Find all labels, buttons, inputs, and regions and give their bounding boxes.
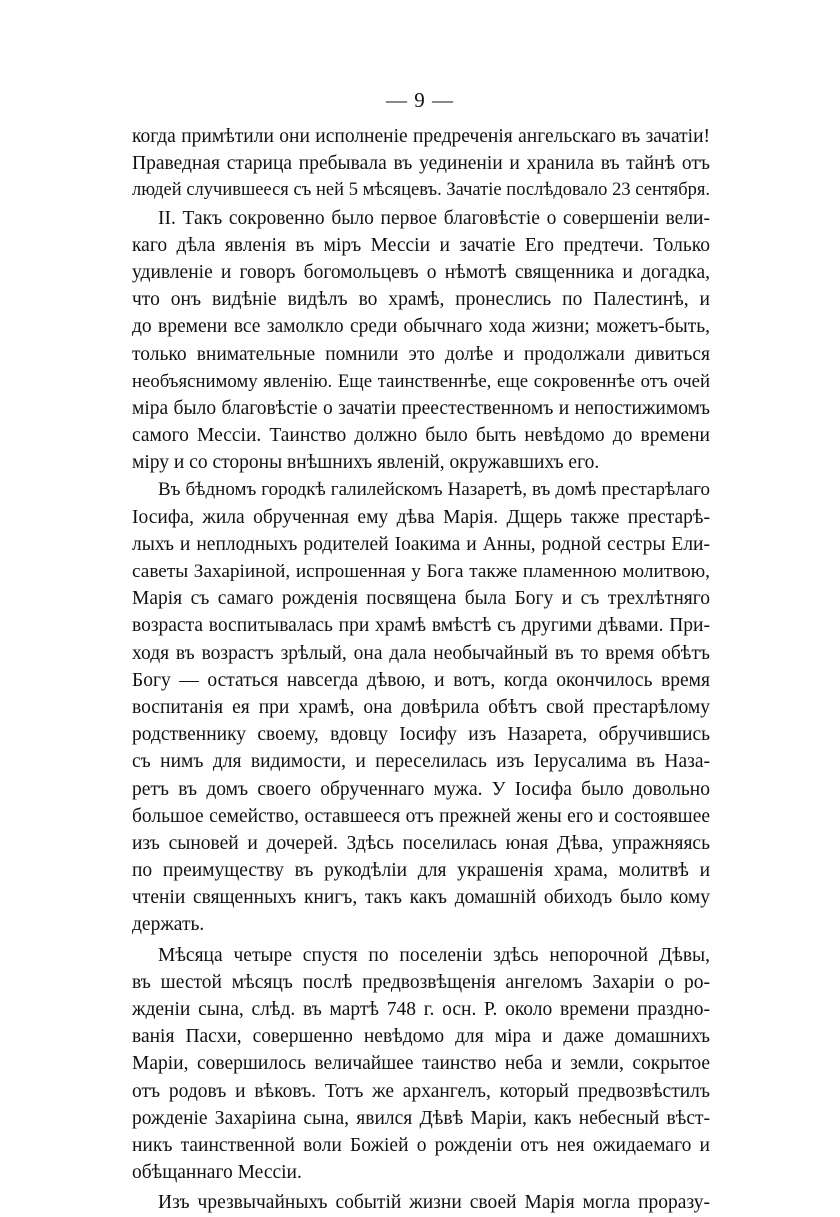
- text-line: саветы Захаріиной, испрошенная у Бога также пламенною молитвою,: [132, 561, 710, 582]
- body-text: [132, 123, 710, 1217]
- paragraph: [132, 942, 710, 1187]
- text-line: лыхъ и неплодныхъ родителей Іоакима и Анны, родной сестры Ели-: [132, 533, 710, 555]
- text-line: держать.: [132, 914, 205, 936]
- paragraph: [132, 123, 710, 205]
- text-line: Марія съ самаго рожденія посвящена была Богу и съ трехлѣтняго: [132, 588, 710, 610]
- text-line: что онъ видѣніе видѣлъ во храмѣ, пронеслись по Палестинѣ, и: [132, 289, 710, 311]
- text-line: чтеніи священныхъ книгъ, такъ какъ домашній обиходъ было кому: [132, 887, 710, 909]
- text-line: ходя въ возрастъ зрѣлый, она дала необычайный въ то время обѣтъ: [132, 642, 710, 664]
- text-line: Іосифа, жила обрученная ему дѣва Марія. Дщерь также престарѣ-: [132, 506, 710, 528]
- text-line: міра было благовѣстіе о зачатіи преестественномъ и непостижимомъ: [132, 397, 710, 419]
- text-line: ретъ въ домъ своего обрученнаго мужа. У Іосифа было довольно: [132, 778, 710, 800]
- text-line: родственнику своему, вдовцу Іосифу изъ Назарета, обручившись: [132, 724, 710, 746]
- text-line: Маріи, совершилось величайшее таинство неба и земли, сокрытое: [132, 1053, 710, 1075]
- text-line: отъ родовъ и вѣковъ. Тотъ же архангелъ, который предвозвѣстилъ: [132, 1080, 710, 1102]
- text-line: II. Такъ сокровенно было первое благовѣстіе о совершеніи вели-: [158, 207, 710, 229]
- text-line: только внимательные помнили это долѣе и продолжали дивиться: [132, 343, 710, 365]
- text-line: жденіи сына, слѣд. въ мартѣ 748 г. осн. Р. около времени праздно-: [132, 999, 710, 1020]
- text-line: обѣщаннаго Мессіи.: [132, 1162, 302, 1184]
- text-line: удивленіе и говоръ богомольцевъ о нѣмотѣ священника и догадка,: [132, 261, 710, 283]
- text-line: изъ сыновей и дочерей. Здѣсь поселилась юная Дѣва, упражняясь: [132, 832, 710, 854]
- text-line: Праведная старица пребывала въ уединеніи и хранила въ тайнѣ отъ: [132, 153, 710, 175]
- text-line: возраста воспитывалась при храмѣ вмѣстѣ съ другими дѣвами. При-: [132, 615, 710, 637]
- text-line: каго дѣла явленія въ міръ Мессіи и зачатіе Его предтечи. Только: [132, 234, 710, 256]
- text-line: міру и со стороны внѣшнихъ явленій, окружавшихъ его.: [132, 452, 600, 474]
- text-line: ванія Пасхи, совершенно невѣдомо для міра и даже домашнихъ: [132, 1026, 710, 1048]
- text-line: до времени все замолкло среди обычнаго хода жизни; можетъ-быть,: [132, 316, 710, 338]
- paragraph: [132, 1189, 710, 1216]
- text-line: когда примѣтили они исполненіе предреченія ангельскаго въ зачатіи!: [132, 126, 710, 147]
- text-line: необъяснимому явленію. Еще таинственнѣе, еще сокровеннѣе отъ очей: [132, 370, 710, 392]
- text-line: съ нимъ для видимости, и переселилась изъ Іерусалима въ Наза-: [132, 751, 710, 773]
- text-line: по преимуществу въ рукодѣліи для украшенія храма, молитвѣ и: [132, 860, 710, 882]
- text-line: людей случившееся съ ней 5 мѣсяцевъ. Зачатіе послѣдовало 23 сентября.: [132, 180, 710, 201]
- page-number: — 9 —: [386, 88, 454, 112]
- text-line: самого Мессіи. Таинство должно было быть невѣдомо до времени: [132, 425, 710, 447]
- text-line: Изъ чрезвычайныхъ событій жизни своей Марія могла проразу-: [158, 1192, 710, 1214]
- text-line: въ шестой мѣсяцъ послѣ предвозвѣщенія ангеломъ Захаріи о ро-: [132, 971, 710, 993]
- paragraph: [132, 205, 710, 477]
- text-line: Богу — остаться навсегда дѣвою, и вотъ, когда окончилось время: [132, 669, 710, 691]
- paragraph: [132, 476, 710, 938]
- text-line: рожденіе Захаріина сына, явился Дѣвѣ Маріи, какъ небесный вѣст-: [132, 1107, 710, 1129]
- text-line: большое семейство, оставшееся отъ прежней жены его и состоявшее: [132, 805, 710, 827]
- text-line: Въ бѣдномъ городкѣ галилейскомъ Назаретѣ, въ домѣ престарѣлаго: [158, 479, 710, 501]
- text-line: никъ таинственной воли Божіей о рожденіи отъ нея ожидаемаго и: [132, 1134, 710, 1156]
- text-line: воспитанія ея при храмѣ, она довѣрила обѣтъ свой престарѣлому: [132, 696, 710, 718]
- text-line: Мѣсяца четыре спустя по поселеніи здѣсь непорочной Дѣвы,: [158, 944, 710, 966]
